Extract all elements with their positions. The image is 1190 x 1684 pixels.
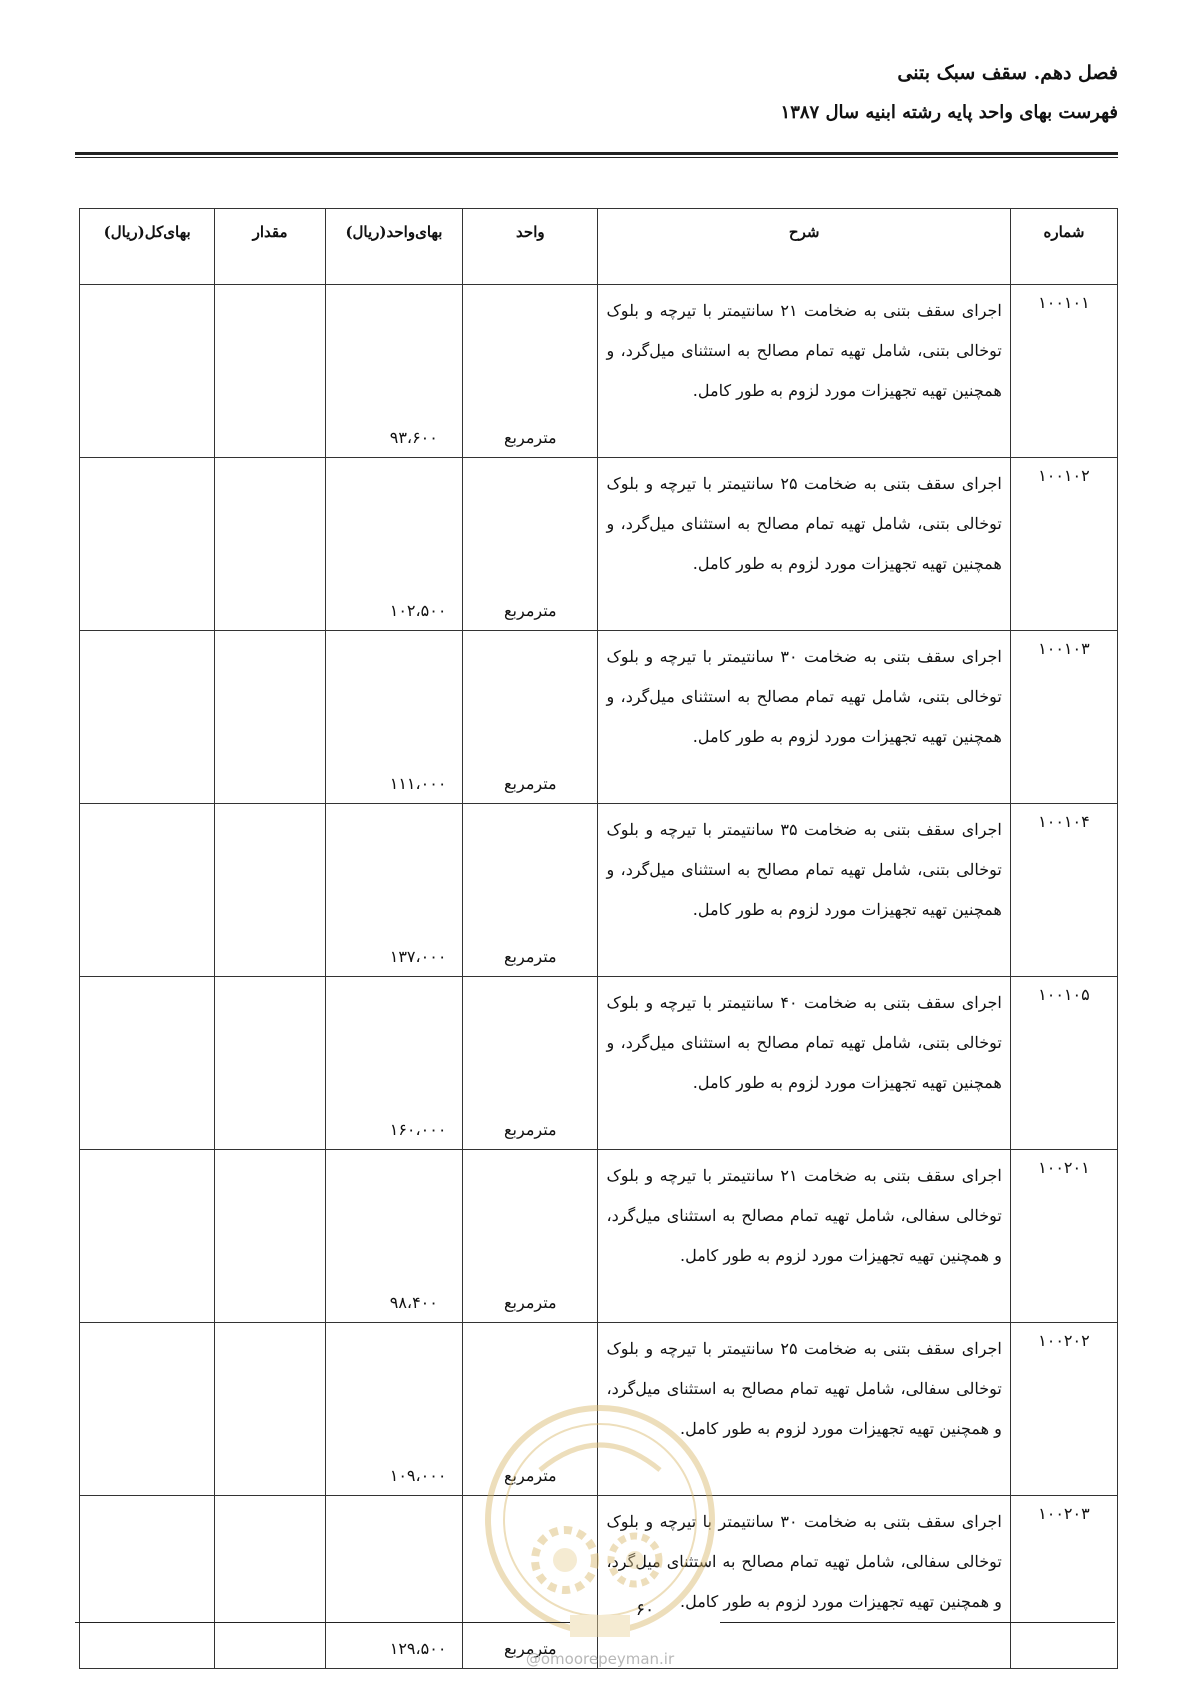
item-unit: مترمربع [463,977,598,1150]
item-description: اجرای سقف بتنی به ضخامت ۲۱ سانتیمتر با تیرچه و بلوک توخالی سفالی، شامل تهیه تمام مصالح به استثنای میل‌گرد، و همچنین تهیه تجهیزات مورد لزوم به طور کامل. [598,1150,1010,1323]
item-description: اجرای سقف بتنی به ضخامت ۲۵ سانتیمتر با تیرچه و بلوک توخالی بتنی، شامل تهیه تمام مصالح به استثنای میل‌گرد، و همچنین تهیه تجهیزات مورد لزوم به طور کامل. [598,458,1010,631]
page-header [781,62,1118,123]
item-unit-price: ۱۰۹،۰۰۰ [325,1323,462,1496]
chapter-title: فصل دهم. سقف سبک بتنی [897,62,1118,84]
price-list-table [79,208,1118,1669]
table-row [80,1496,1118,1669]
item-quantity [215,631,325,804]
item-description: اجرای سقف بتنی به ضخامت ۴۰ سانتیمتر با تیرچه و بلوک توخالی بتنی، شامل تهیه تمام مصالح به استثنای میل‌گرد، و همچنین تهیه تجهیزات مورد لزوم به طور کامل. [598,977,1010,1150]
item-code: ۱۰۰۲۰۳ [1010,1496,1117,1669]
item-total-price [80,1323,215,1496]
table-row [80,977,1118,1150]
item-unit: مترمربع [463,285,598,458]
item-unit-price: ۹۸،۴۰۰ [325,1150,462,1323]
item-total-price [80,285,215,458]
column-header-unit: واحد [463,209,598,285]
item-code: ۱۰۰۲۰۲ [1010,1323,1117,1496]
item-code: ۱۰۰۱۰۳ [1010,631,1117,804]
item-code: ۱۰۰۲۰۱ [1010,1150,1117,1323]
column-header-code: شماره [1010,209,1117,285]
page-number: ۶۰ [635,1600,655,1620]
item-unit-price: ۱۳۷،۰۰۰ [325,804,462,977]
item-quantity [215,458,325,631]
item-unit: مترمربع [463,458,598,631]
item-unit-price: ۱۲۹،۵۰۰ [325,1496,462,1669]
footer-rule-left [75,1622,570,1623]
item-quantity [215,977,325,1150]
item-unit: مترمربع [463,631,598,804]
item-total-price [80,1496,215,1669]
header-rule-thick [75,152,1118,155]
item-quantity [215,285,325,458]
item-code: ۱۰۰۱۰۲ [1010,458,1117,631]
table-row [80,458,1118,631]
item-quantity [215,804,325,977]
column-header-unit-price: بهای‌واحد(ریال) [325,209,462,285]
item-code: ۱۰۰۱۰۱ [1010,285,1117,458]
footer-rule-right [720,1622,1115,1623]
header-rule-thin [75,157,1118,158]
watermark: @omoorepeyman.ir [525,1650,675,1668]
item-description: اجرای سقف بتنی به ضخامت ۲۵ سانتیمتر با تیرچه و بلوک توخالی سفالی، شامل تهیه تمام مصالح به استثنای میل‌گرد، و همچنین تهیه تجهیزات مورد لزوم به طور کامل. [598,1323,1010,1496]
item-unit: مترمربع [463,1323,598,1496]
item-quantity [215,1323,325,1496]
item-quantity [215,1496,325,1669]
item-description: اجرای سقف بتنی به ضخامت ۲۱ سانتیمتر با تیرچه و بلوک توخالی بتنی، شامل تهیه تمام مصالح به استثنای میل‌گرد، و همچنین تهیه تجهیزات مورد لزوم به طور کامل. [598,285,1010,458]
item-total-price [80,977,215,1150]
document-subtitle: فهرست بهای واحد پایه رشته ابنیه سال ۱۳۸۷ [780,102,1118,123]
item-code: ۱۰۰۱۰۴ [1010,804,1117,977]
item-code: ۱۰۰۱۰۵ [1010,977,1117,1150]
item-quantity [215,1150,325,1323]
item-unit-price: ۱۱۱،۰۰۰ [325,631,462,804]
item-unit: مترمربع [463,1496,598,1669]
item-total-price [80,1150,215,1323]
column-header-quantity: مقدار [215,209,325,285]
item-unit: مترمربع [463,1150,598,1323]
table-row [80,631,1118,804]
column-header-total-price: بهای‌کل(ریال) [80,209,215,285]
table-row [80,1323,1118,1496]
table-row [80,1150,1118,1323]
item-unit-price: ۱۰۲،۵۰۰ [325,458,462,631]
column-header-description: شرح [598,209,1010,285]
item-unit: مترمربع [463,804,598,977]
item-total-price [80,804,215,977]
table-row [80,804,1118,977]
item-unit-price: ۹۳،۶۰۰ [325,285,462,458]
item-total-price [80,631,215,804]
item-description: اجرای سقف بتنی به ضخامت ۳۵ سانتیمتر با تیرچه و بلوک توخالی بتنی، شامل تهیه تمام مصالح به استثنای میل‌گرد، و همچنین تهیه تجهیزات مورد لزوم به طور کامل. [598,804,1010,977]
item-description: اجرای سقف بتنی به ضخامت ۳۰ سانتیمتر با تیرچه و بلوک توخالی سفالی، شامل تهیه تمام مصالح به استثنای میل‌گرد، و همچنین تهیه تجهیزات مورد لزوم به طور کامل. [598,1496,1010,1669]
item-total-price [80,458,215,631]
table-row [80,285,1118,458]
item-unit-price: ۱۶۰،۰۰۰ [325,977,462,1150]
item-description: اجرای سقف بتنی به ضخامت ۳۰ سانتیمتر با تیرچه و بلوک توخالی بتنی، شامل تهیه تمام مصالح به استثنای میل‌گرد، و همچنین تهیه تجهیزات مورد لزوم به طور کامل. [598,631,1010,804]
table-header-row [80,209,1118,285]
